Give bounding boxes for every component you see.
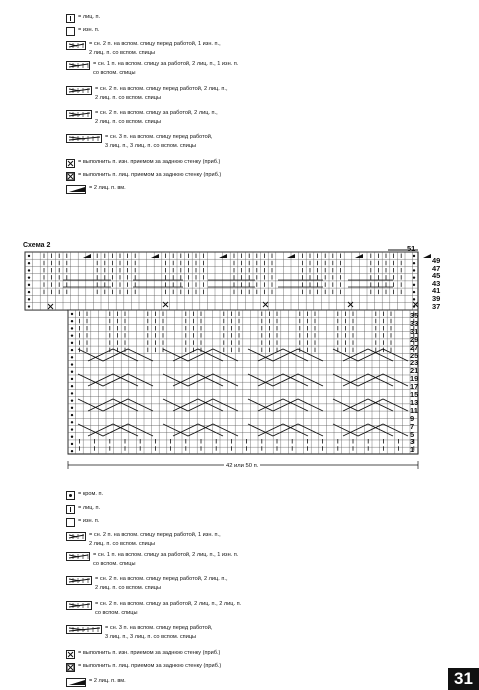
cable-2-back-2-knit-icon [66,110,92,119]
row-label: 13 [410,397,419,407]
chart-title: Схема 2 [23,242,51,249]
row-label: 1 [410,445,415,455]
chart-grid [23,249,463,479]
legend-text: = сн. 2 п. на вспом. спицу за работой, 2 лиц. п., 2 лиц. п. со вспом. спицы [95,110,218,125]
cable-1-back-2-knit-icon [66,61,90,70]
row-label: 29 [410,334,419,344]
legend-text: = сн. 3 п. на вспом. спицу перед работой, 3 лиц. п., 3 лиц. п. со вспом. спицы [105,625,213,640]
legend-item [66,13,100,23]
legend-text: = сн. 2 п. на вспом. спицу за работой, 2 лиц. п., 2 лиц. п. со вспом. спицы [95,601,242,616]
chart-width-label: 42 или 50 п. [226,463,259,469]
legend-item [66,171,221,181]
knit-2-together-icon [66,185,86,194]
row-label: 35 [410,311,419,320]
legend-item [66,517,99,527]
cable-3-front-3-knit-icon [66,625,102,634]
legend-text: = сн. 1 п. на вспом. спицу за работой, 2 лиц. п., 1 изн. п. со вспом. спицы [93,552,239,567]
purl-stitch-icon [66,518,75,527]
cable-2-front-2-knit-icon [66,576,92,585]
row-label: 19 [410,374,419,384]
legend-item [66,40,221,57]
page-number: 31 [448,668,479,690]
legend-text: = изн. п. [78,518,100,524]
knit-through-back-loop-icon [66,663,75,672]
row-label: 27 [410,342,419,352]
knit-stitch-icon [66,505,75,514]
row-label: 11 [410,405,418,415]
cable-3-front-3-knit-icon [66,134,102,143]
legend-text: = выполнить п. изн. приемом за заднюю стенку (приб.) [78,159,221,165]
row-label-51: 51 [407,244,416,253]
legend-item [66,26,99,36]
row-label: 49 [432,256,441,265]
legend-text: = кром. п. [78,491,104,497]
row-label: 9 [410,413,415,423]
cable-2-over-1-purl-back-icon [66,41,86,50]
legend-text: = 2 лиц. п. вм. [89,678,126,684]
legend-item [66,662,221,672]
purl-through-back-loop-icon [66,650,75,659]
row-label: 33 [410,318,419,328]
legend-item [66,677,126,687]
legend-item [66,60,238,77]
row-label: 37 [432,301,441,311]
cable-2-back-2-knit-icon [66,601,92,610]
legend-item [66,85,228,102]
knit-stitch-icon [66,14,75,23]
legend-text: = сн. 2 п. на вспом. спицу перед работой, 2 лиц. п., 2 лиц. п. со вспом. спицы [95,86,228,101]
row-label: 25 [410,350,419,360]
legend-text: = изн. п. [78,27,100,33]
legend-item [66,504,100,514]
legend-item [66,575,228,592]
legend-item [66,600,241,617]
row-label: 7 [410,421,415,431]
row-label: 23 [410,358,419,368]
legend-text: = выполнить п. изн. приемом за заднюю стенку (приб.) [78,650,221,656]
knit-2-together-icon [66,678,86,687]
legend-item [66,624,212,641]
row-label: 45 [432,271,441,281]
legend-text: = лиц. п. [78,505,101,511]
row-label: 15 [410,390,419,399]
legend-text: = сн. 2 п. на вспом. спицу перед работой, 2 лиц. п., 2 лиц. п. со вспом. спицы [95,576,228,591]
legend-item [66,184,126,194]
legend-item [66,158,220,168]
legend-item [66,551,238,568]
legend-text: = 2 лиц. п. вм. [89,185,126,191]
cable-2-over-1-purl-back-icon [66,532,86,541]
cable-1-back-2-knit-icon [66,552,90,561]
knitting-chart [23,249,463,484]
edge-stitch-icon [66,491,75,500]
legend-item [66,531,221,548]
cable-2-front-2-knit-icon [66,86,92,95]
knit-through-back-loop-icon [66,172,75,181]
legend-item [66,490,103,500]
legend-text: = сн. 3 п. на вспом. спицу перед работой, 3 лиц. п., 3 лиц. п. со вспом. спицы [105,134,213,149]
purl-through-back-loop-icon [66,159,75,168]
row-label: 17 [410,382,419,392]
row-label: 41 [432,286,441,296]
row-label: 21 [410,366,419,376]
legend-item [66,649,220,659]
row-label: 43 [432,278,441,288]
row-label: 5 [410,429,415,439]
row-label: 31 [410,326,419,336]
legend-text: = сн. 2 п. на вспом. спицу перед работой, 1 изн. п., 2 лиц. п. со вспом. спицы [89,41,221,56]
legend-text: = лиц. п. [78,14,101,20]
legend-text: = выполнить п. лиц. приемом за заднюю стенку (приб.) [78,172,222,178]
legend-text: = сн. 1 п. на вспом. спицу за работой, 2 лиц. п., 1 изн. п. со вспом. спицы [93,61,239,76]
legend-text: = выполнить п. лиц. приемом за заднюю стенку (приб.) [78,663,222,669]
legend-item [66,109,218,126]
legend-item [66,133,212,150]
legend-text: = сн. 2 п. на вспом. спицу перед работой, 1 изн. п., 2 лиц. п. со вспом. спицы [89,532,221,547]
purl-stitch-icon [66,27,75,36]
row-label: 3 [410,437,415,447]
row-label: 47 [432,263,441,273]
row-label: 39 [432,294,441,303]
